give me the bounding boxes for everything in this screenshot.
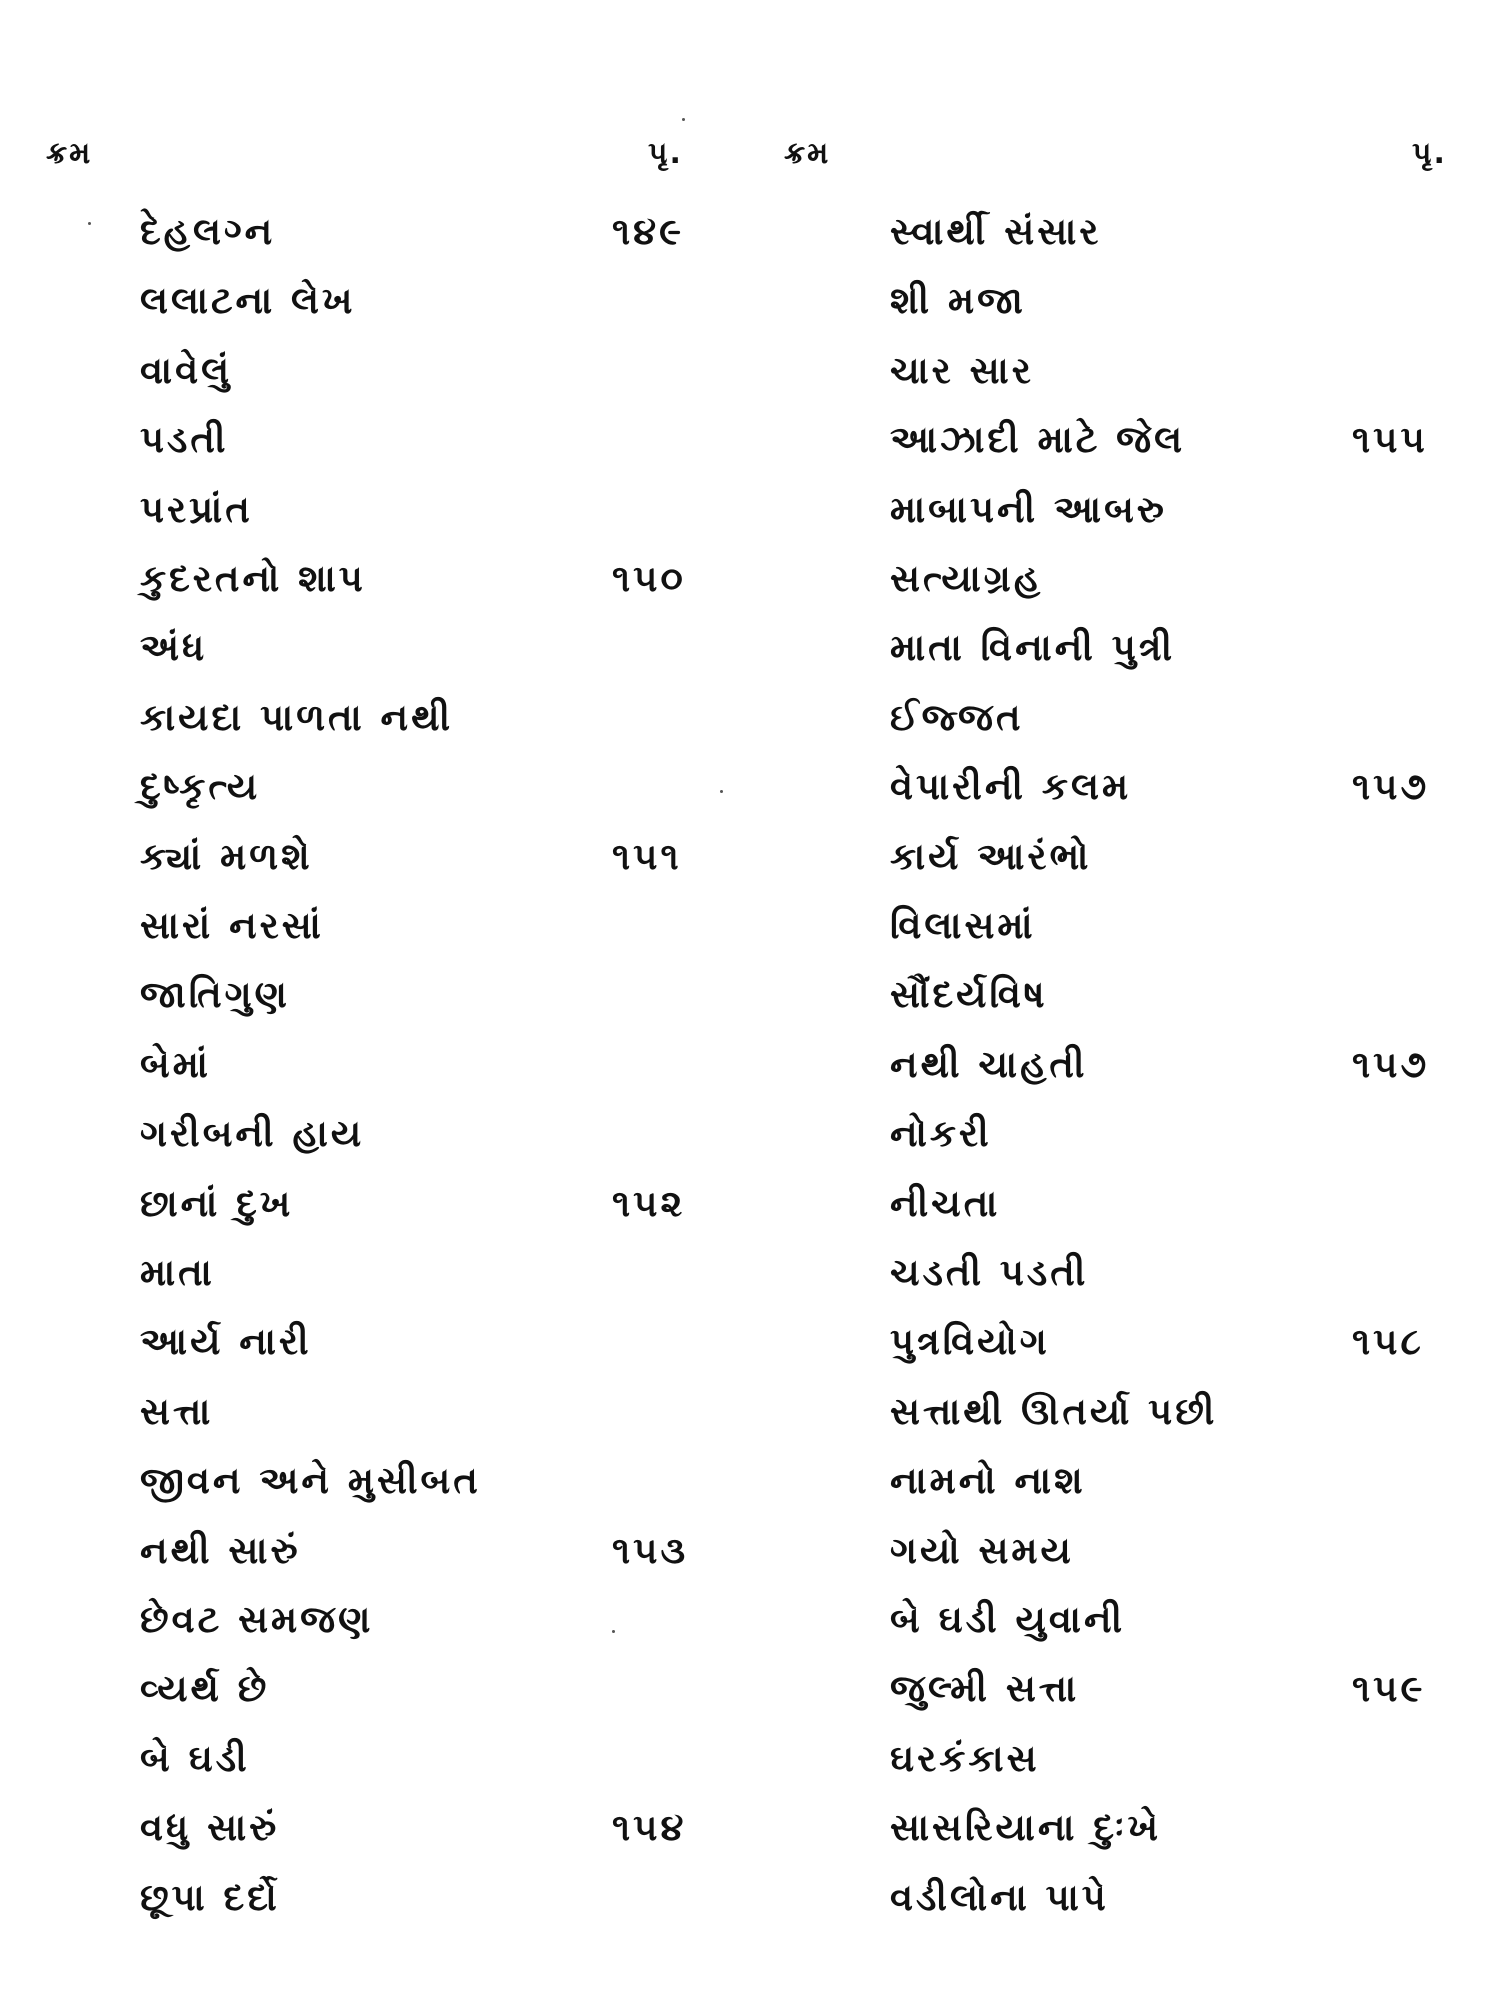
left-title: દેહલગ્ન: [140, 210, 276, 253]
scan-speck: [682, 118, 685, 121]
left-title: સારાં નરસાં: [140, 904, 324, 947]
right-page-number: ૧૫૯: [1352, 1667, 1426, 1710]
right-page-number: ૧૫૭: [1352, 1043, 1430, 1086]
left-title: લલાટના લેખ: [140, 279, 356, 322]
right-page-number: ૧૫૫: [1352, 418, 1428, 461]
index-row: [0, 1803, 1500, 1853]
left-page-number: ૧૫૦: [612, 557, 686, 600]
index-row: [0, 832, 1500, 882]
left-title: અંધ: [140, 626, 208, 669]
index-row: [0, 1040, 1500, 1090]
index-row: [0, 623, 1500, 673]
left-title: જીવન અને મુસીબત: [140, 1459, 481, 1502]
index-row: [0, 970, 1500, 1020]
left-page-number: ૧૫૩: [612, 1529, 689, 1572]
index-row: [0, 1595, 1500, 1645]
left-title: નથી સારું: [140, 1529, 301, 1572]
index-row: [0, 1456, 1500, 1506]
index-row: [0, 1526, 1500, 1576]
right-title: વડીલોના પાપે: [890, 1876, 1109, 1919]
left-title: આર્ય નારી: [140, 1320, 312, 1363]
right-title: નોકરી: [890, 1112, 992, 1155]
index-row: [0, 207, 1500, 257]
index-row: [0, 1387, 1500, 1437]
right-title: પુત્રવિયોગ: [890, 1320, 1050, 1363]
right-title: ચાર સાર: [890, 349, 1034, 392]
left-title: દુષ્કૃત્ય: [140, 765, 261, 808]
right-page-number: ૧૫૮: [1352, 1320, 1424, 1363]
index-row: [0, 901, 1500, 951]
left-title: છેવટ સમજણ: [140, 1598, 374, 1641]
right-title: સ્વાર્થી સંસાર: [890, 210, 1102, 253]
left-title: જાતિગુણ: [140, 973, 290, 1016]
index-row: [0, 762, 1500, 812]
right-title: માબાપની આબરુ: [890, 488, 1167, 531]
left-title: કુદરતનો શાપ: [140, 557, 366, 600]
right-page-header: પૃ.: [1412, 136, 1447, 171]
right-title: વેપારીની કલમ: [890, 765, 1132, 808]
left-title: વ્યર્થ છે: [140, 1667, 270, 1710]
right-title: નથી ચાહતી: [890, 1043, 1088, 1086]
right-title: સત્તાથી ઊતર્યા પછી: [890, 1390, 1218, 1433]
right-title: વિલાસમાં: [890, 904, 1036, 947]
left-title: કાયદા પાળતા નથી: [140, 696, 454, 739]
left-title: છાનાં દુખ: [140, 1182, 294, 1225]
index-row: [0, 1109, 1500, 1159]
right-title: સાસરિયાના દુઃખે: [890, 1806, 1162, 1849]
left-page-number: ૧૫૨: [612, 1182, 686, 1225]
index-row: [0, 1734, 1500, 1784]
left-krama-header: ક્રમ: [46, 136, 93, 171]
index-row: [0, 1317, 1500, 1367]
right-page-number: ૧૫૭: [1352, 765, 1430, 808]
right-title: ઘરકંકાસ: [890, 1737, 1040, 1780]
index-row: [0, 276, 1500, 326]
left-page-number: ૧૪૯: [612, 210, 684, 253]
index-row: [0, 554, 1500, 604]
left-title: પરપ્રાંત: [140, 488, 253, 531]
index-row: [0, 1873, 1500, 1923]
index-row: [0, 1248, 1500, 1298]
right-krama-header: ક્રમ: [784, 136, 831, 171]
right-title: માતા વિનાની પુત્રી: [890, 626, 1176, 669]
left-title: વધુ સારું: [140, 1806, 280, 1849]
left-page-number: ૧૫૧: [612, 835, 682, 878]
right-title: જુલ્મી સત્તા: [890, 1667, 1080, 1710]
right-title: કાર્ય આરંભો: [890, 835, 1092, 878]
left-title: સત્તા: [140, 1390, 214, 1433]
left-title: પડતી: [140, 418, 229, 461]
left-page-header: પૃ.: [648, 136, 683, 171]
index-row: [0, 485, 1500, 535]
right-title: ગયો સમય: [890, 1529, 1074, 1572]
right-title: નીચતા: [890, 1182, 1001, 1225]
index-row: [0, 1179, 1500, 1229]
right-title: ઈજ્જત: [890, 696, 1024, 739]
left-title: બે ઘડી: [140, 1737, 250, 1780]
left-title: ક્યાં મળશે: [140, 835, 313, 878]
left-title: બેમાં: [140, 1043, 211, 1086]
right-title: શી મજા: [890, 279, 1026, 322]
left-title: છૂપા દર્દો: [140, 1876, 280, 1919]
right-title: આઝાદી માટે જેલ: [890, 418, 1186, 461]
right-title: ચડતી પડતી: [890, 1251, 1089, 1294]
right-title: સૌંદર્યવિષ: [890, 973, 1048, 1016]
index-row: [0, 1664, 1500, 1714]
index-row: [0, 346, 1500, 396]
right-title: સત્યાગ્રહ: [890, 557, 1044, 600]
index-row: [0, 693, 1500, 743]
right-title: નામનો નાશ: [890, 1459, 1086, 1502]
left-title: ગરીબની હાય: [140, 1112, 365, 1155]
left-title: માતા: [140, 1251, 215, 1294]
left-page-number: ૧૫૪: [612, 1806, 687, 1849]
right-title: બે ઘડી યુવાની: [890, 1598, 1126, 1641]
left-title: વાવેલું: [140, 349, 233, 392]
index-row: [0, 415, 1500, 465]
